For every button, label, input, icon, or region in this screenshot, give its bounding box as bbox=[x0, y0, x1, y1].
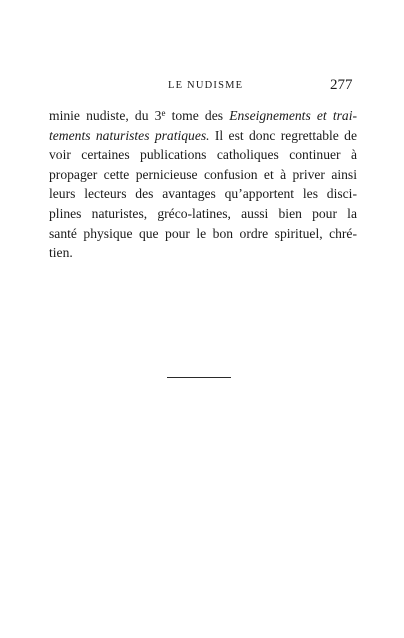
text-line: tien. bbox=[49, 245, 73, 261]
page-number: 277 bbox=[330, 77, 353, 93]
text-line bbox=[49, 126, 357, 146]
ordinal-suffix: e bbox=[161, 108, 166, 118]
section-end-rule bbox=[167, 377, 231, 378]
text-segment: Il est donc regrettable de bbox=[209, 127, 358, 143]
text-line: voir certaines publications catholiques continuer à bbox=[49, 147, 357, 163]
text-segment: tome des bbox=[165, 108, 230, 123]
body-text bbox=[49, 106, 357, 263]
text-line: propager cette pernicieuse confusion et à priver ainsi bbox=[49, 166, 357, 182]
text-segment: minie nudiste, du 3 bbox=[49, 108, 162, 123]
text-line: santé physique que pour le bon ordre spirituel, chré- bbox=[49, 225, 357, 241]
text-line: plines naturistes, gréco-latines, aussi bien pour la bbox=[49, 205, 357, 221]
running-head: LE NUDISME bbox=[168, 80, 244, 91]
italic-title-segment: Enseignements et trai- bbox=[229, 108, 357, 123]
italic-title-segment: tements naturistes pratiques. bbox=[49, 127, 210, 143]
text-line bbox=[49, 106, 357, 126]
text-line: leurs lecteurs des avantages qu’apportent les disci- bbox=[49, 186, 357, 202]
